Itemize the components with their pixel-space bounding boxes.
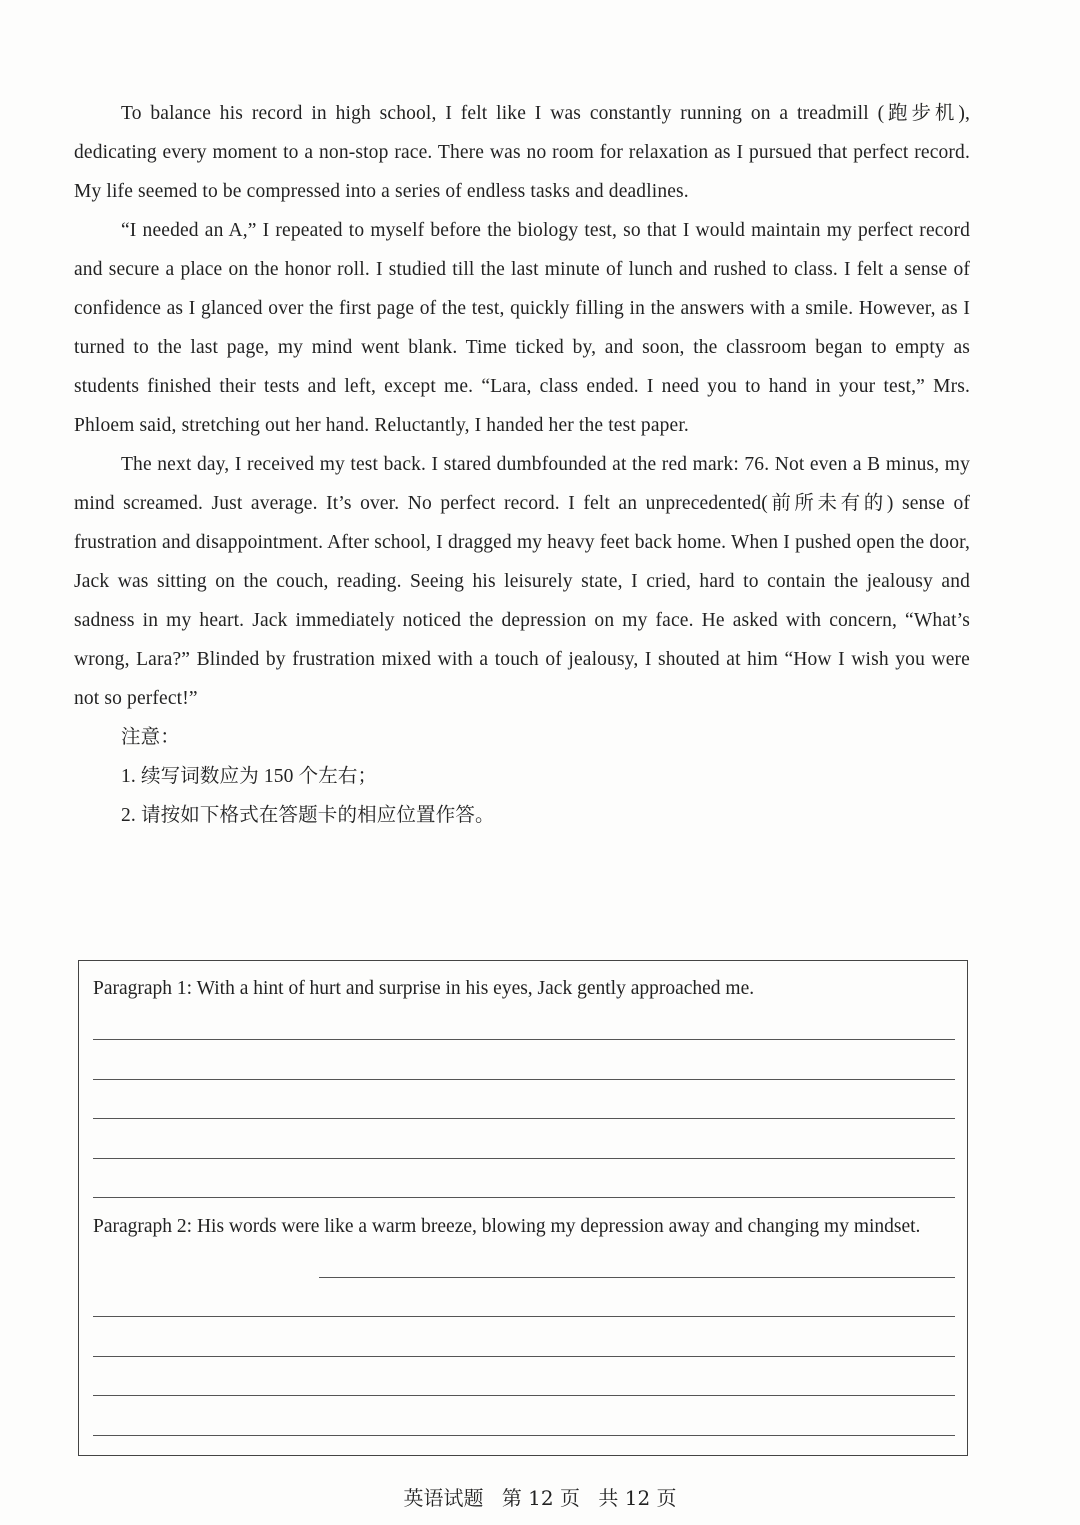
notes-title: 注意：: [121, 727, 180, 748]
note-item-2: 2. 请按如下格式在答题卡的相应位置作答。: [121, 805, 495, 826]
answer-line: [93, 1039, 955, 1040]
answer-line: [93, 1197, 955, 1198]
footer-subject: 英语试题: [403, 1486, 484, 1510]
answer-line: [93, 1118, 955, 1119]
paragraph-1-prompt: Paragraph 1: With a hint of hurt and surprise in his eyes, Jack gently approached me.: [93, 978, 755, 999]
footer-total-pages: 共 12 页: [598, 1486, 677, 1510]
passage-paragraph-3: The next day, I received my test back. I stared dumbfounded at the red mark: 76. Not even a B minus, my mind screamed. Just average. It’s over. No perfect record. I felt an unprecedented(前所未有的) sense of frustration and disappointment. After school, I dragged my heavy feet back home. When I pushed open the door, Jack was sitting on the couch, reading. Seeing his leisurely state, I cried, hard to contain the jealousy and sadness in my heart. Jack immediately noticed the depression on my face. He asked with concern, “What’s wrong, Lara?” Blinded by frustration mixed with a touch of jealousy, I shouted at him “How I wish you were not so perfect!”: [74, 454, 970, 709]
answer-line: [93, 1158, 955, 1159]
answer-line: [93, 1435, 955, 1436]
answer-line: [93, 1356, 955, 1357]
reading-passage: [74, 94, 970, 835]
passage-paragraph-1: To balance his record in high school, I felt like I was constantly running on a treadmill (跑步机), dedicating every moment to a non-stop race. There was no room for relaxation as I pursued that perfect record. My life seemed to be compressed into a series of endless tasks and deadlines.: [74, 103, 970, 202]
answer-box: [78, 960, 968, 1456]
answer-line: [93, 1316, 955, 1317]
answer-line: [93, 1079, 955, 1080]
page-footer: [0, 1482, 1080, 1511]
note-item-1: 1. 续写词数应为 150 个左右；: [121, 766, 378, 787]
answer-line: [93, 1395, 955, 1396]
paragraph-2-prompt: Paragraph 2: His words were like a warm breeze, blowing my depression away and changing my mindset.: [93, 1216, 921, 1237]
answer-line: [319, 1277, 955, 1278]
footer-page-number: 第 12 页: [501, 1486, 580, 1510]
passage-paragraph-2: “I needed an A,” I repeated to myself before the biology test, so that I would maintain my perfect record and secure a place on the honor roll. I studied till the last minute of lunch and rushed to class. I felt a sense of confidence as I glanced over the first page of the test, quickly filling in the answers with a smile. However, as I turned to the last page, my mind went blank. Time ticked by, and soon, the classroom began to empty as students finished their tests and left, except me. “Lara, class ended. I need you to hand in your test,” Mrs. Phloem said, stretching out her hand. Reluctantly, I handed her the test paper.: [74, 220, 970, 436]
